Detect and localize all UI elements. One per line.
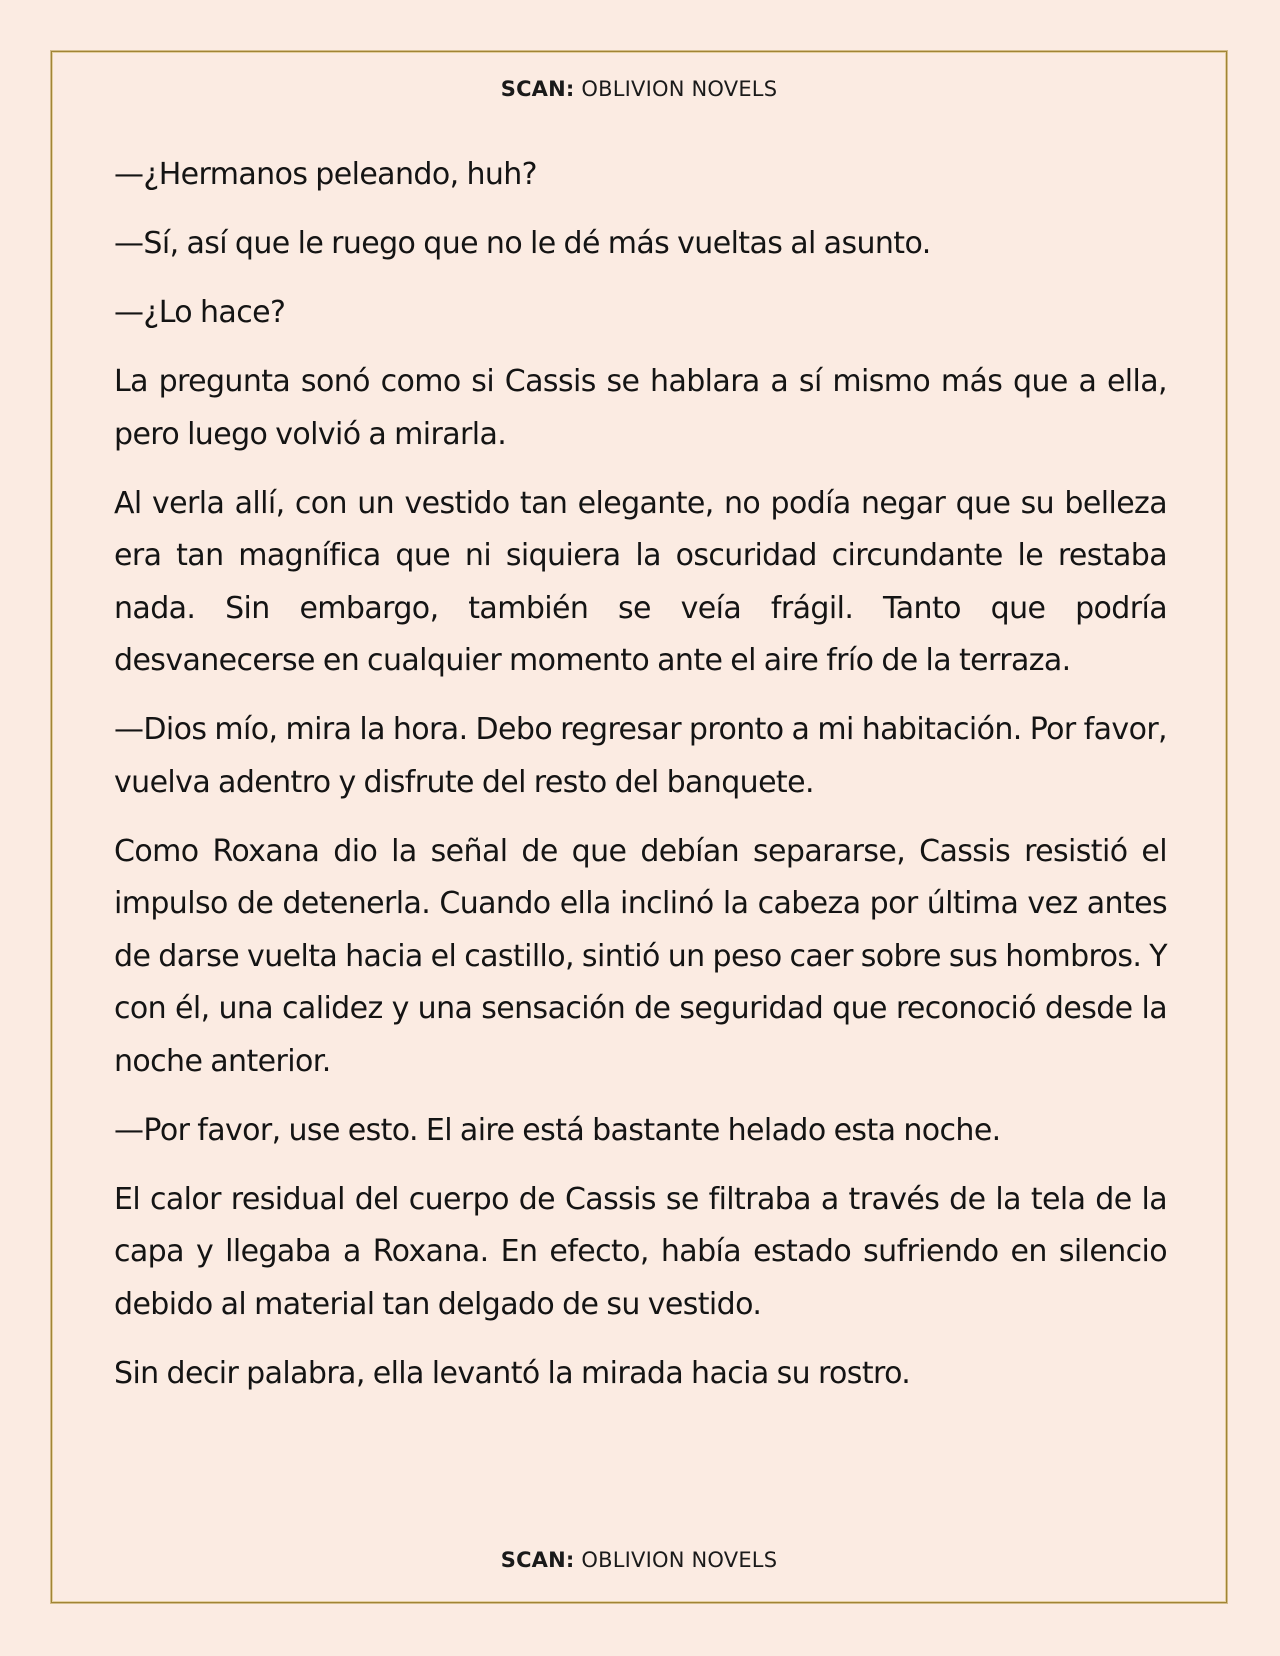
paragraph: —¿Hermanos peleando, huh?: [114, 157, 538, 192]
paragraph: Sin decir palabra, ella levantó la mirada hacia su rostro.: [114, 1355, 911, 1391]
footer-credit: [51, 1548, 1227, 1572]
header-credit-source: OBLIVION NOVELS: [581, 77, 778, 101]
header-credit: [51, 77, 1227, 101]
paragraph: La pregunta sonó como si Cassis se hablara a sí mismo más que a ella, pero luego volvió a mirarla.: [114, 364, 1167, 452]
footer-credit-label: SCAN:: [500, 1548, 575, 1572]
page-body: [114, 149, 1167, 1417]
page-frame: [50, 50, 1228, 1604]
paragraph: Al verla allí, con un vestido tan elegante, no podía negar que su belleza era tan magnífica que ni siquiera la oscuridad circundante le restaba nada. Sin embargo, también se veía frágil. Tanto que podría desvanecerse en cualquier momento ante el aire frío de la terraza.: [114, 485, 1167, 678]
paragraph: —Sí, así que le ruego que no le dé más vueltas al asunto.: [114, 226, 931, 261]
header-credit-label: SCAN:: [500, 77, 575, 101]
paragraph: Como Roxana dio la señal de que debían separarse, Cassis resistió el impulso de detenerla. Cuando ella inclinó la cabeza por última vez antes de darse vuelta hacia el castillo, sintió un peso caer sobre sus hombros. Y con él, una calidez y una sensación de seguridad que reconoció desde la noche anterior.: [114, 833, 1167, 1079]
paragraph: —¿Lo hace?: [114, 295, 286, 330]
footer-credit-source: OBLIVION NOVELS: [581, 1548, 778, 1572]
paragraph: —Dios mío, mira la hora. Debo regresar pronto a mi habitación. Por favor, vuelva adentro y disfrute del resto del banquete.: [114, 712, 1167, 800]
paragraph: El calor residual del cuerpo de Cassis se filtraba a través de la tela de la capa y llegaba a Roxana. En efecto, había estado sufriendo en silencio debido al material tan delgado de su vestido.: [114, 1181, 1167, 1322]
paragraph: —Por favor, use esto. El aire está bastante helado esta noche.: [114, 1112, 1001, 1148]
